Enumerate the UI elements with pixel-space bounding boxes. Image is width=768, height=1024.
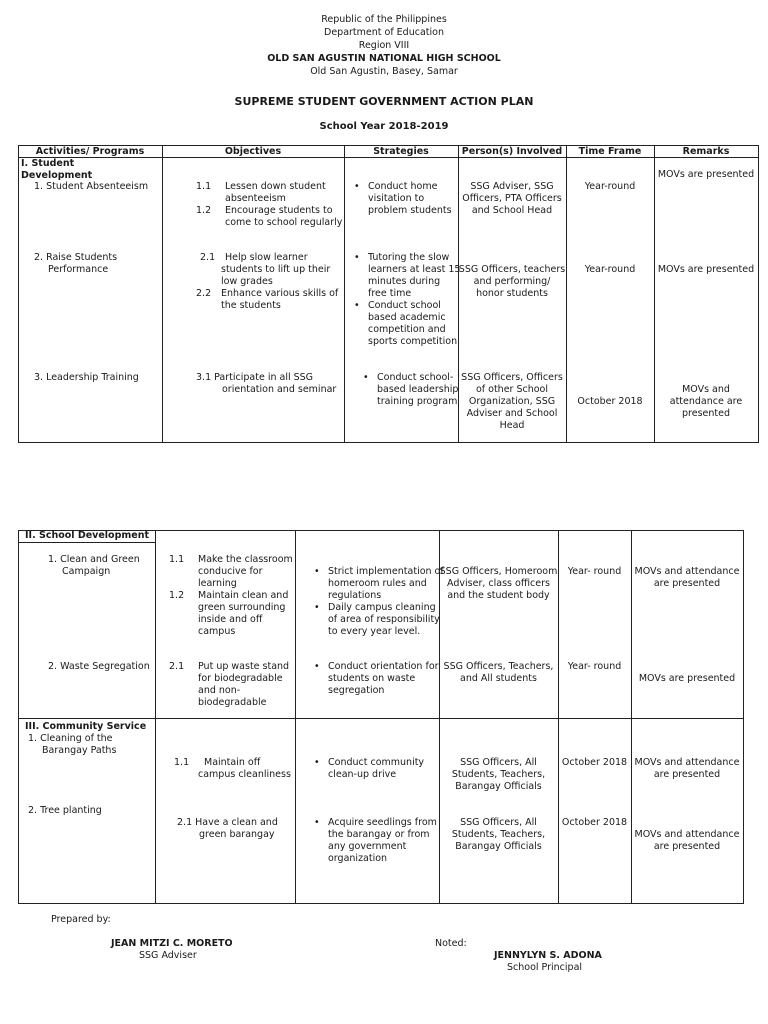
remarks-performance: MOVs are presented bbox=[657, 264, 755, 275]
persons-barangay-paths: SSG Officers, All Students, Teachers, Barangay Officials bbox=[451, 757, 546, 792]
noter-name: JENNYLYN S. ADONA bbox=[494, 950, 602, 961]
prepared-by-label: Prepared by: bbox=[51, 914, 111, 925]
noter-title: School Principal bbox=[507, 962, 583, 973]
column-header-remarks: Remarks bbox=[682, 146, 730, 157]
column-header-time-frame: Time Frame bbox=[578, 146, 642, 157]
document-title: SUPREME STUDENT GOVERNMENT ACTION PLAN bbox=[234, 95, 534, 108]
republic-line: Republic of the Philippines bbox=[321, 14, 447, 25]
column-header-objectives: Objectives bbox=[224, 146, 282, 157]
timeframe-absenteeism: Year-round bbox=[584, 181, 636, 192]
remarks-clean-green: MOVs and attendance are presented bbox=[634, 566, 740, 589]
objectives-leadership: 3.1 Participate in all SSG orientation and seminar bbox=[196, 372, 337, 395]
school-name: OLD SAN AGUSTIN NATIONAL HIGH SCHOOL bbox=[267, 53, 501, 64]
remarks-barangay-paths: MOVs and attendance are presented bbox=[634, 757, 740, 780]
persons-waste-segregation: SSG Officers, Teachers, and All students bbox=[443, 661, 554, 684]
timeframe-waste-segregation: Year- round bbox=[567, 661, 622, 672]
timeframe-clean-green: Year- round bbox=[567, 566, 622, 577]
school-address: Old San Agustin, Basey, Samar bbox=[310, 66, 458, 77]
timeframe-performance: Year-round bbox=[584, 264, 636, 275]
preparer-title: SSG Adviser bbox=[139, 950, 197, 961]
timeframe-barangay-paths: October 2018 bbox=[561, 757, 628, 768]
remarks-tree-planting: MOVs and attendance are presented bbox=[634, 829, 740, 852]
timeframe-leadership: October 2018 bbox=[577, 396, 643, 407]
activity-leadership-training: 3. Leadership Training bbox=[34, 372, 139, 383]
document-header bbox=[0, 13, 768, 78]
persons-performance: SSG Officers, teachers and performing/ honor students bbox=[458, 264, 566, 299]
section-community-service: III. Community Service bbox=[25, 721, 147, 732]
section-student-development: I. Student Development bbox=[21, 158, 93, 181]
noted-label: Noted: bbox=[435, 938, 467, 949]
activity-raise-performance: 2. Raise Students Performance bbox=[34, 252, 118, 275]
persons-absenteeism: SSG Adviser, SSG Officers, PTA Officers and School Head bbox=[462, 181, 562, 216]
department-line: Department of Education bbox=[324, 27, 444, 38]
column-header-activities: Activities/ Programs bbox=[35, 146, 145, 157]
objectives-tree-planting: 2.1 Have a clean and green barangay bbox=[177, 817, 278, 840]
activity-tree-planting: 2. Tree planting bbox=[28, 805, 102, 816]
preparer-name: JEAN MITZI C. MORETO bbox=[111, 938, 233, 949]
persons-leadership: SSG Officers, Officers of other School Organization, SSG Adviser and School Head bbox=[461, 372, 563, 431]
persons-clean-green: SSG Officers, Homeroom Adviser, class officers and the student body bbox=[439, 566, 558, 601]
persons-tree-planting: SSG Officers, All Students, Teachers, Barangay Officials bbox=[451, 817, 546, 852]
column-header-persons: Person(s) Involved bbox=[461, 146, 563, 157]
remarks-absenteeism: MOVs are presented bbox=[657, 169, 755, 180]
timeframe-tree-planting: October 2018 bbox=[561, 817, 628, 828]
activity-student-absenteeism: 1. Student Absenteeism bbox=[34, 181, 149, 192]
region-line: Region VIII bbox=[358, 40, 410, 51]
remarks-leadership: MOVs and attendance are presented bbox=[669, 384, 743, 419]
activity-cleaning-barangay-paths: 1. Cleaning of the Barangay Paths bbox=[28, 733, 117, 756]
activity-waste-segregation: 2. Waste Segregation bbox=[48, 661, 150, 672]
column-header-strategies: Strategies bbox=[373, 146, 429, 157]
activity-clean-green: 1. Clean and Green Campaign bbox=[48, 554, 140, 577]
school-year: School Year 2018-2019 bbox=[319, 121, 449, 132]
section-school-development: II. School Development bbox=[25, 530, 150, 541]
remarks-waste-segregation: MOVs are presented bbox=[638, 673, 736, 684]
